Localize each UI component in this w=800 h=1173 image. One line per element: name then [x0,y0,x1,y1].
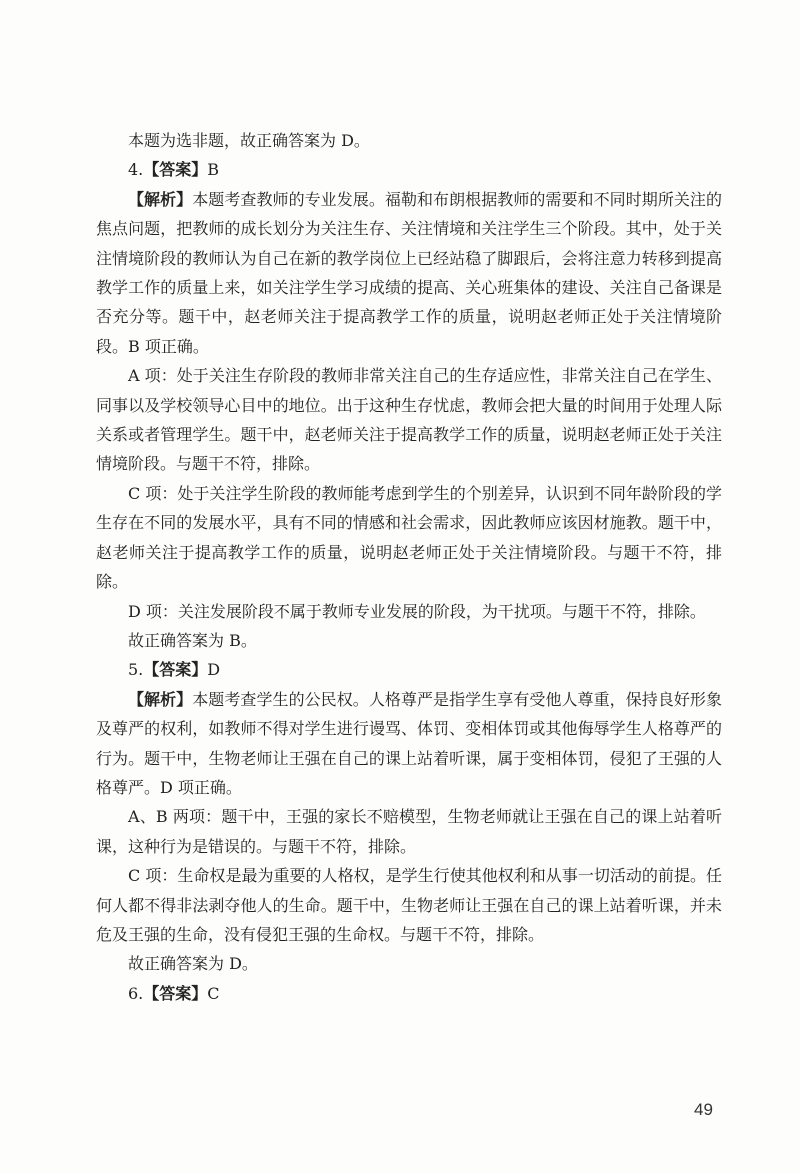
answer-tag: 【答案】 [143,983,208,1003]
question-number: 5. [128,660,144,680]
paragraph-conclusion-q5: 故正确答案为 D。 [128,954,258,974]
analysis-paragraph-q5: 【解析】本题考查学生的公民权。人格尊严是指学生享有受他人尊重，保持良好形象及尊严的权利，如教师不得对学生进行谩骂、体罚、变相体罚或其他侮辱学生人格尊严的行为。题干中，生物老师让王强在自己的课上站着听课，属于变相体罚，侵犯了王强的人格尊严。D 项正确。 [96,689,722,797]
answer-tag: 【答案】 [143,160,208,180]
analysis-tag: 【解析】 [128,189,193,209]
option-ab-paragraph-q5: A、B 两项：题干中，王强的家长不赔模型，生物老师就让王强在自己的课上站着听课，这种行为是错误的。与题干不符，排除。 [96,807,722,856]
question-number: 6. [128,983,144,1003]
answer-tag: 【答案】 [143,660,208,680]
paragraph-conclusion-q3: 本题为选非题，故正确答案为 D。 [128,131,370,150]
answer-heading-q5 [96,655,722,684]
paragraph-conclusion-q4: 故正确答案为 B。 [128,630,257,650]
answer-value: C [207,983,220,1003]
option-c-paragraph-q5: C 项：生命权是最为重要的人格权，是学生行使其他权利和从事一切活动的前提。任何人都不得非法剥夺他人的生命。题干中，生物老师让王强在自己的课上站着听课，并未危及王强的生命，没有侵犯王强的生命权。与题干不符，排除。 [96,866,722,944]
answer-value: D [207,660,221,680]
option-c-paragraph-q4: C 项：处于关注学生阶段的教师能考虑到学生的个别差异，认识到不同年龄阶段的学生存在不同的发展水平，具有不同的情感和社会需求，因此教师应该因材施教。题干中，赵老师关注于提高教学工作的质量，说明赵老师正处于关注情境阶段。与题干不符，排除。 [96,483,722,592]
option-d-paragraph-q4: D 项：关注发展阶段不属于教师专业发展的阶段，为干扰项。与题干不符，排除。 [128,601,706,621]
page-number: 49 [694,1100,713,1119]
analysis-tag: 【解析】 [128,689,193,709]
document-body [96,126,722,1008]
option-a-paragraph-q4: A 项：处于关注生存阶段的教师非常关注自己的生存适应性，非常关注自己在学生、同事以及学校领导心目中的地位。出于这种生存忧虑，教师会把大量的时间用于处理人际关系或者管理学生。题干中，赵老师关注于提高教学工作的质量，说明赵老师正处于关注情境阶段。与题干不符，排除。 [96,366,722,474]
analysis-paragraph-q4: 【解析】本题考查教师的专业发展。福勒和布朗根据教师的需要和不同时期所关注的焦点问题，把教师的成长划分为关注生存、关注情境和关注学生三个阶段。其中，处于关注情境阶段的教师认为自己在新的教学岗位上已经站稳了脚跟后，会将注意力转移到提高教学工作的质量上来，如关注学生学习成绩的提高、关心班集体的建设、关注自己备课是否充分等。题干中，赵老师关注于提高教学工作的质量，说明赵老师正处于关注情境阶段。B 项正确。 [96,189,722,356]
answer-heading-q6 [96,979,722,1008]
answer-value: B [207,160,220,180]
question-number: 4. [128,160,144,180]
answer-heading-q4 [96,155,722,184]
